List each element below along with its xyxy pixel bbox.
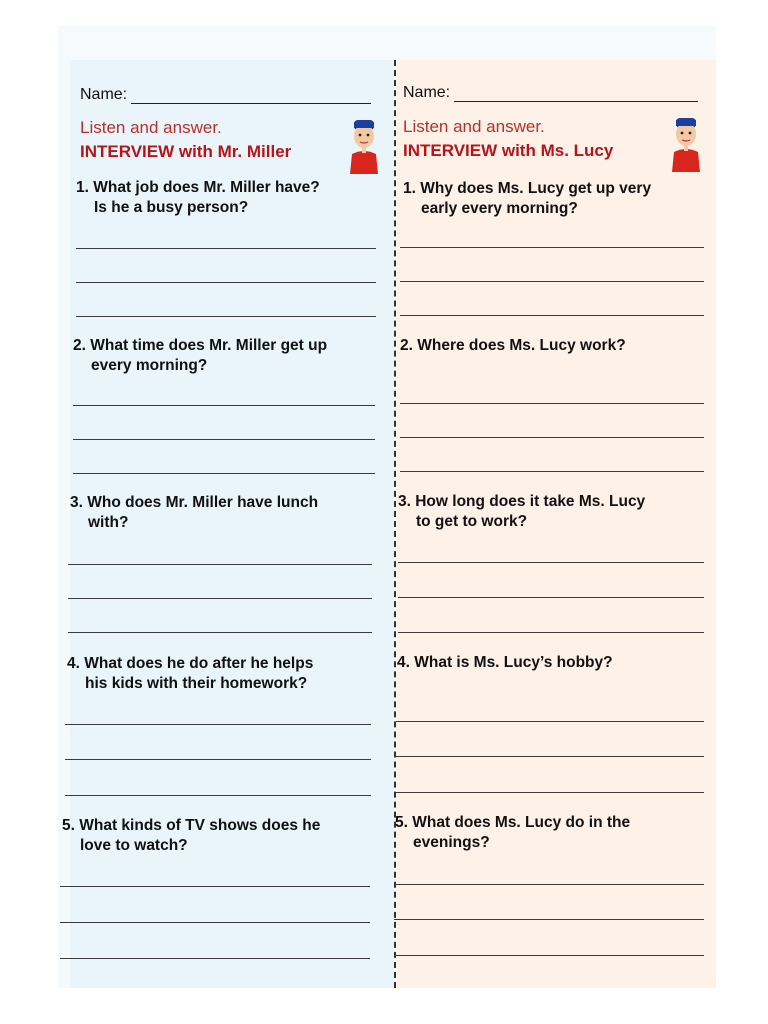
left-q3-answer-line-3[interactable] xyxy=(68,632,372,633)
right-q1-answer-line-1[interactable] xyxy=(400,247,704,248)
left-q4-answer-line-1[interactable] xyxy=(65,724,371,725)
right-name-field[interactable] xyxy=(454,87,698,102)
question-text-cont: with? xyxy=(88,514,129,531)
question-text-cont: love to watch? xyxy=(80,837,188,854)
question-text: 3. Who does Mr. Miller have lunch xyxy=(70,494,319,511)
question-text: 5. What does Ms. Lucy do in the xyxy=(395,814,631,831)
right-name-row xyxy=(403,84,698,102)
right-q2-answer-line-3[interactable] xyxy=(400,471,704,472)
left-q5-answer-line-2[interactable] xyxy=(60,922,370,923)
left-q1-answer-line-3[interactable] xyxy=(76,316,376,317)
right-q2-answer-line-1[interactable] xyxy=(400,403,704,404)
right-q5-answer-line-2[interactable] xyxy=(394,919,704,920)
left-q3-answer-line-2[interactable] xyxy=(68,598,372,599)
question-text: 3. How long does it take Ms. Lucy xyxy=(398,493,646,510)
left-q1-answer-line-1[interactable] xyxy=(76,248,376,249)
left-q4-answer-line-2[interactable] xyxy=(65,759,371,760)
right-question-1 xyxy=(403,179,703,219)
right-q5-answer-line-3[interactable] xyxy=(394,955,704,956)
right-instruction: Listen and answer. xyxy=(403,117,545,136)
left-name-row xyxy=(80,86,371,104)
left-question-1 xyxy=(76,178,376,218)
left-q4-answer-line-3[interactable] xyxy=(65,795,371,796)
question-text-cont: every morning? xyxy=(91,357,208,374)
question-text-cont: to get to work? xyxy=(416,513,528,530)
right-q4-answer-line-3[interactable] xyxy=(396,792,704,793)
right-q3-answer-line-3[interactable] xyxy=(398,632,704,633)
question-text: 4. What does he do after he helps xyxy=(67,655,314,672)
right-question-3 xyxy=(398,492,698,532)
left-q3-answer-line-1[interactable] xyxy=(68,564,372,565)
right-q3-answer-line-1[interactable] xyxy=(398,562,704,563)
left-title: INTERVIEW with Mr. Miller xyxy=(80,142,292,161)
left-name-field[interactable] xyxy=(131,89,371,104)
question-text: 2. What time does Mr. Miller get up xyxy=(73,337,328,354)
left-question-4 xyxy=(67,654,367,694)
left-instruction: Listen and answer. xyxy=(80,118,222,137)
question-text-cont: Is he a busy person? xyxy=(94,199,249,216)
right-q5-answer-line-1[interactable] xyxy=(394,884,704,885)
right-q2-answer-line-2[interactable] xyxy=(400,437,704,438)
left-q1-answer-line-2[interactable] xyxy=(76,282,376,283)
question-text: 2. Where does Ms. Lucy work? xyxy=(400,337,626,354)
right-q3-answer-line-2[interactable] xyxy=(398,597,704,598)
right-question-5 xyxy=(395,813,695,853)
question-text: 1. What job does Mr. Miller have? xyxy=(76,179,320,196)
right-question-2 xyxy=(400,336,700,356)
question-text: 1. Why does Ms. Lucy get up very xyxy=(403,180,652,197)
question-text: 5. What kinds of TV shows does he xyxy=(62,817,321,834)
right-name-label: Name: xyxy=(403,84,451,101)
boy-avatar-icon xyxy=(668,116,704,172)
question-text: 4. What is Ms. Lucy’s hobby? xyxy=(397,654,613,671)
question-text-cont: early every morning? xyxy=(421,200,578,217)
right-q4-answer-line-2[interactable] xyxy=(396,756,704,757)
boy-avatar-icon xyxy=(346,118,382,174)
right-q1-answer-line-3[interactable] xyxy=(400,315,704,316)
question-text-cont: evenings? xyxy=(413,834,490,851)
left-q5-answer-line-1[interactable] xyxy=(60,886,370,887)
right-title: INTERVIEW with Ms. Lucy xyxy=(403,141,614,160)
question-text-cont: his kids with their homework? xyxy=(85,675,308,692)
right-question-4 xyxy=(397,653,697,673)
left-q2-answer-line-1[interactable] xyxy=(73,405,375,406)
left-q2-answer-line-3[interactable] xyxy=(73,473,375,474)
left-question-3 xyxy=(70,493,370,533)
right-q1-answer-line-2[interactable] xyxy=(400,281,704,282)
left-question-2 xyxy=(73,336,373,376)
left-q2-answer-line-2[interactable] xyxy=(73,439,375,440)
left-q5-answer-line-3[interactable] xyxy=(60,958,370,959)
left-question-5 xyxy=(62,816,362,856)
right-q4-answer-line-1[interactable] xyxy=(396,721,704,722)
left-name-label: Name: xyxy=(80,86,128,103)
